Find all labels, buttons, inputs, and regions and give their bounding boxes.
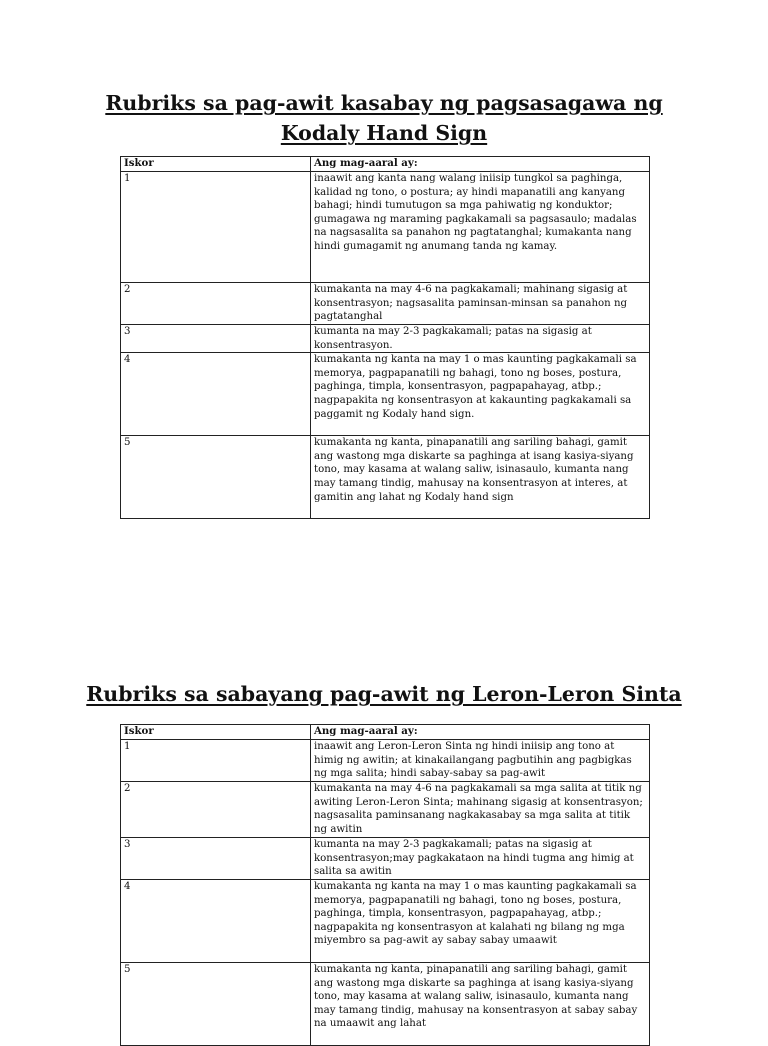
title-line: Rubriks sa sabayang pag-awit ng Leron-Leron Sinta [86, 682, 682, 706]
table-header-row [121, 725, 650, 740]
score-cell: 5 [121, 436, 311, 519]
description-cell: inaawit ang Leron-Leron Sinta ng hindi iniisip ang tono at himig ng awitin; at kinakailangang pagbutihin ang pagbigkas ng mga salita; hindi sabay-sabay sa pag-awit [311, 740, 650, 782]
description-cell: kumakanta ng kanta, pinapanatili ang sariling bahagi, gamit ang wastong mga diskarte sa paghinga at isang kasiya-siyang tono, may kasama at walang saliw, isinasaulo, kumanta nang may tamang tindig, mahusay na konsentrasyon at interes, at gamitin ang lahat ng Kodaly hand sign [311, 436, 650, 519]
title-line: Kodaly Hand Sign [280, 121, 488, 145]
rubric-title-leron-leron-sinta [0, 679, 768, 709]
rubric-table-kodaly [120, 156, 650, 519]
description-cell: kumakanta na may 4-6 na pagkakamali sa mga salita at titik ng awiting Leron-Leron Sinta; mahinang sigasig at konsentrasyon; nagsasalita paminsanang nagkakasabay sa mga salita at titik ng awitin [311, 782, 650, 838]
table-row [121, 283, 650, 325]
description-cell: kumanta na may 2-3 pagkakamali; patas na sigasig at konsentrasyon. [311, 325, 650, 353]
table-row [121, 838, 650, 880]
table-header-row [121, 157, 650, 172]
table-row [121, 172, 650, 283]
table-row [121, 880, 650, 963]
header-mag-aaral: Ang mag-aaral ay: [311, 725, 650, 740]
score-cell: 1 [121, 172, 311, 283]
description-cell: kumanta na may 2-3 pagkakamali; patas na sigasig at konsentrasyon;may pagkakataon na hindi tugma ang himig at salita sa awitin [311, 838, 650, 880]
table-row [121, 740, 650, 782]
rubric-title-kodaly [0, 88, 768, 148]
rubric-table-leron-leron-sinta [120, 724, 650, 1046]
score-cell: 1 [121, 740, 311, 782]
description-cell: kumakanta ng kanta, pinapanatili ang sariling bahagi, gamit ang wastong mga diskarte sa paghinga at isang kasiya-siyang tono, may kasama at walang saliw, isinasaulo, kumanta nang may tamang tindig, mahusay na konsentrasyon at sabay sabay na umaawit ang lahat [311, 963, 650, 1046]
description-cell: inaawit ang kanta nang walang iniisip tungkol sa paghinga, kalidad ng tono, o postura; ay hindi mapanatili ang kanyang bahagi; hindi tumutugon sa mga pahiwatig ng konduktor; gumagawa ng maraming pagkakamali sa pagsasaulo; madalas na nagsasalita sa panahon ng pagtatanghal; kumakanta nang hindi gumagamit ng anumang tanda ng kamay. [311, 172, 650, 283]
table-row [121, 782, 650, 838]
score-cell: 3 [121, 838, 311, 880]
score-cell: 2 [121, 283, 311, 325]
score-cell: 3 [121, 325, 311, 353]
title-line: Rubriks sa pag-awit kasabay ng pagsasagawa ng [105, 91, 663, 115]
score-cell: 5 [121, 963, 311, 1046]
header-iskor: Iskor [121, 157, 311, 172]
header-iskor: Iskor [121, 725, 311, 740]
table-row [121, 325, 650, 353]
description-cell: kumakanta ng kanta na may 1 o mas kaunting pagkakamali sa memorya, pagpapanatili ng bahagi, tono ng boses, postura, paghinga, timpla, konsentrasyon, pagpapahayag, atbp.; nagpapakita ng konsentrasyon at kakaunting pagkakamali sa paggamit ng Kodaly hand sign. [311, 353, 650, 436]
table-row [121, 963, 650, 1046]
description-cell: kumakanta na may 4-6 na pagkakamali; mahinang sigasig at konsentrasyon; nagsasalita paminsan-minsan sa panahon ng pagtatanghal [311, 283, 650, 325]
table-row [121, 436, 650, 519]
score-cell: 2 [121, 782, 311, 838]
score-cell: 4 [121, 880, 311, 963]
table-row [121, 353, 650, 436]
description-cell: kumakanta ng kanta na may 1 o mas kaunting pagkakamali sa memorya, pagpapanatili ng bahagi, tono ng boses, postura, paghinga, timpla, konsentrasyon, pagpapahayag, atbp.; nagpapakita ng konsentrasyon at kalahati ng bilang ng mga miyembro sa pag-awit ay sabay sabay umaawit [311, 880, 650, 963]
score-cell: 4 [121, 353, 311, 436]
header-mag-aaral: Ang mag-aaral ay: [311, 157, 650, 172]
